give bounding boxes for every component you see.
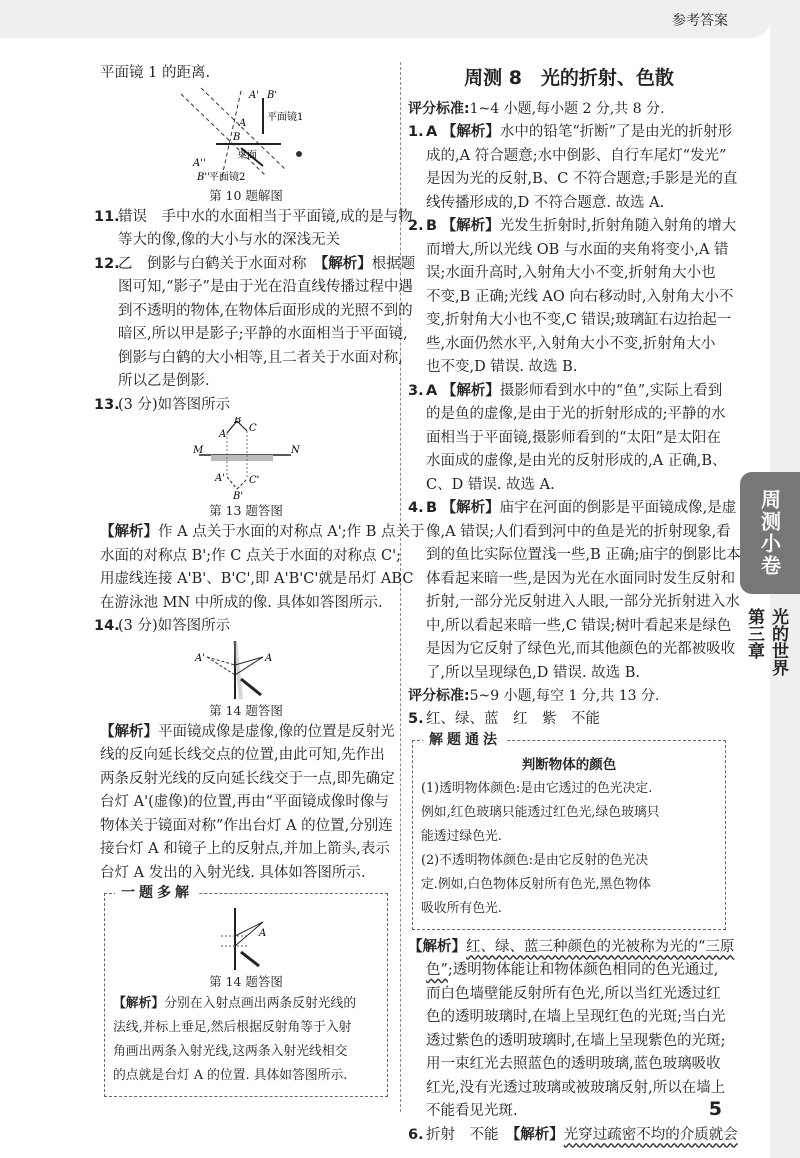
right-column <box>408 62 741 1147</box>
fig14alt-label: A <box>259 928 267 939</box>
q12-line: 倒影与白鹤的大小相等,且二者关于水面对称, <box>118 349 403 366</box>
box-line-text: 分别在入射点画出两条反射光线的 <box>164 996 357 1011</box>
scoring-label: 评分标准: <box>408 688 470 704</box>
method-line: 能透过绿色光. <box>421 828 502 844</box>
q-line: 折射,一部分光反射进入人眼,一部分光折射进入水 <box>426 594 740 610</box>
fig14-virtual-ray-2 <box>207 657 235 675</box>
q-line: 面相当于平面镜,摄影师看到的“太阳”是太阳在 <box>426 429 721 446</box>
figure-14-alt <box>201 906 291 972</box>
q12-explain-tag: 【解析】 <box>321 255 372 272</box>
explain-tag: 【解析】 <box>441 382 500 399</box>
q14-line: 线的反向延长线交点的位置,由此可知,先作出 <box>100 747 385 763</box>
q12 <box>94 253 416 277</box>
method-title: 判断物体的颜色 <box>521 756 617 773</box>
q-line: 而增大,所以光线 OB 与水面的夹角将变小,A 错 <box>426 241 729 258</box>
q-line: 也不变,D 错误. 故选 B. <box>426 359 578 375</box>
method-line: (1)透明物体颜色:是由它透过的色光决定. <box>421 780 653 796</box>
fig14-virtual-ray-1 <box>207 657 235 665</box>
fig14-ray-1 <box>235 657 263 665</box>
q-line: 不变,B 正确;光线 AO 向右移动时,入射角大小不 <box>426 288 734 305</box>
fig13-label: C' <box>249 475 260 486</box>
q12-line: 图可知,“影子”是由于光在沿直线传播过程中遇 <box>118 279 413 295</box>
q5-explain <box>408 936 735 960</box>
fig14-caption: 第 14 题答图 <box>209 702 283 718</box>
explain-tag: 【解析】 <box>441 124 500 140</box>
q6-answer: 折射 不能 <box>426 1126 513 1143</box>
q5-line-text: ;透明物体能让和物体颜色相同的色光通过, <box>447 962 719 978</box>
multi-solution-tag: 一题多解 <box>115 882 199 902</box>
explain-tag: 【解析】 <box>513 1126 564 1143</box>
fig13-caption: 第 13 题答图 <box>209 503 283 518</box>
q-number: 4. <box>408 500 424 516</box>
multi-solution-box <box>104 885 388 1097</box>
r-q1 <box>408 121 733 145</box>
q11-number: 11. <box>94 208 120 225</box>
explain-tag: 【解析】 <box>408 938 466 955</box>
fig13-label: M <box>193 445 204 456</box>
q-line: 体看起来暗一些,是因为光在水面同时发生反射和 <box>426 570 736 587</box>
q14-line: 两条反射光线的反向延长线交于一点,即先确定 <box>100 770 395 787</box>
r-q6 <box>408 1124 738 1148</box>
figure-14 <box>191 639 301 701</box>
r-q3 <box>408 380 730 404</box>
q14 <box>94 615 392 639</box>
q6-key-point: 光穿过疏密不均的介质就会 <box>563 1126 738 1143</box>
fig10-caption: 第 10 题解图 <box>209 187 283 203</box>
box-line-text: 法线,并标上垂足,然后根据反射角等于入射 <box>113 1020 352 1035</box>
fig13-label: B <box>234 417 242 426</box>
q13-text: (3 分)如答图所示 <box>118 396 231 413</box>
q14-text: (3 分)如答图所示 <box>118 618 231 634</box>
q13-number: 13. <box>94 396 120 413</box>
q-line: 像,A 错误;人们看到河中的鱼是光的折射现象,看 <box>426 523 731 540</box>
explain-tag: 【解析】 <box>441 500 500 516</box>
scoring-label: 评分标准: <box>408 101 470 117</box>
q14-line: 物体关于镜面对称”作出台灯 A 的位置,分别连 <box>100 817 393 834</box>
q13-line: 水面的对称点 B';作 C 点关于水面的对称点 C'; <box>100 547 402 564</box>
method-line: (2)不透明物体颜色:是由它反射的色光决 <box>421 852 649 868</box>
q-answer: B <box>426 500 438 516</box>
q12-line: 根据题 <box>371 255 416 272</box>
q5-key-point: 红、绿、蓝三种颜色的光被称为光的“三原 <box>466 938 735 955</box>
q5-line <box>408 959 730 983</box>
page-number: 5 <box>708 1098 722 1120</box>
q-line: 中,所以看起来暗一些,C 错误;树叶看起来是绿色 <box>426 617 732 634</box>
method-box <box>412 731 726 930</box>
q-line: 水中的铅笔“折断”了是由光的折射形 <box>499 124 733 140</box>
q14-explain-tag: 【解析】 <box>100 723 158 740</box>
fig13-label: C <box>249 423 257 434</box>
intro-text: 平面镜 1 的距离. <box>100 65 211 81</box>
fig13-label: B' <box>233 491 244 501</box>
q-number: 2. <box>408 218 424 234</box>
q5-line-text: 不能看见光斑. <box>426 1103 518 1119</box>
fig10-label: A' <box>249 89 259 101</box>
fig13-label: A <box>219 429 227 440</box>
q-number: 3. <box>408 382 424 399</box>
q-answer: B <box>426 218 438 234</box>
fig10-label: B' <box>267 89 278 101</box>
fig10-label: 桌面 <box>237 149 257 161</box>
header-label: 参考答案 <box>672 13 728 29</box>
side-chapter <box>744 608 788 676</box>
q-line: 水面成的虚像,是由光的反射形成的,A 正确,B、 <box>426 453 727 469</box>
q-number: 5. <box>408 711 424 727</box>
box-line <box>113 992 379 1016</box>
r-q2 <box>408 215 737 239</box>
q-number: 6. <box>408 1126 424 1143</box>
q12-line: 到不透明的物体,在物体后面形成的光照不到的 <box>118 302 413 319</box>
fig13-label: N <box>291 445 300 456</box>
fig13-label: A' <box>215 473 225 484</box>
q5-line-text: 透过紫色的透明玻璃时,在墙上呈现紫色的光斑; <box>426 1032 726 1049</box>
box-line-text: 的点就是台灯 A 的位置. 具体如答图所示. <box>113 1068 348 1083</box>
figure-10 <box>171 86 321 186</box>
fig10-eye-icon <box>296 151 302 157</box>
scoring-text: 5~9 小题,每空 1 分,共 13 分. <box>469 688 660 704</box>
q13 <box>94 394 392 418</box>
q5-answer: 红、绿、蓝 红 紫 不能 <box>426 711 600 727</box>
method-tag: 解题通法 <box>423 729 507 749</box>
q-number: 1. <box>408 124 424 140</box>
q-line: C、D 错误. 故选 A. <box>426 476 555 493</box>
q-line: 摄影师看到水中的“鱼”,实际上看到 <box>499 382 723 399</box>
fig13-b1c1 <box>237 479 247 489</box>
q14-line: 台灯 A'(虚像)的位置,再由“平面镜成像时像与 <box>100 794 389 810</box>
chapter-title: 光的世界 <box>768 608 788 676</box>
q-line: 光发生折射时,折射角随入射角的增大 <box>499 218 737 234</box>
r-q4 <box>408 497 737 521</box>
side-tab[interactable] <box>740 472 800 594</box>
q11 <box>94 206 413 230</box>
q5-key-point: 色” <box>426 962 448 978</box>
section-title: 周测 8 光的折射、色散 <box>464 67 674 89</box>
q13-line: 用虚线连接 A'B'、B'C',即 A'B'C'就是吊灯 ABC <box>100 571 414 587</box>
explain-tag: 【解析】 <box>441 218 500 234</box>
q-line: 成的,A 符合题意;水中倒影、自行车尾灯“发光” <box>426 147 727 164</box>
q-answer: A <box>426 124 438 140</box>
fig13-pool <box>211 455 273 461</box>
fig14alt-caption: 第 14 题答图 <box>209 974 283 989</box>
q5-line-text: 而白色墙壁能反射所有色光,所以当红光透过红 <box>426 985 721 1002</box>
q-line: 是因为它反射了绿色光,而其他颜色的光都被吸收 <box>426 641 736 657</box>
q11-line: 等大的像,像的大小与水的深浅无关 <box>118 232 341 248</box>
method-line: 吸收所有色光. <box>421 900 502 916</box>
fig10-label: 平面镜2 <box>209 171 246 183</box>
q-line: 线传播形成的,D 不符合题意. 故选 A. <box>426 194 665 211</box>
fig10-label: B'' <box>197 171 210 183</box>
q-line: 些,水面仍然水平,入射角大小不变,折射角大小 <box>426 335 716 352</box>
method-line: 定.例如,白色物体反射所有色光,黑色物体 <box>421 876 651 892</box>
q13-explain <box>100 521 425 545</box>
fig14-lamp-icon <box>241 679 261 695</box>
box-explain-tag: 【解析】 <box>113 996 165 1011</box>
q11-line: 错误 手中水的水面相当于平面镜,成的是与物 <box>118 208 413 225</box>
q-line: 的是鱼的虚像,是由于光的折射形成的;平静的水 <box>426 406 726 422</box>
fig14alt-lamp-icon <box>241 952 259 966</box>
scoring-1 <box>408 98 730 121</box>
q-line: 到的鱼比实际位置浅一些,B 正确;庙宇的倒影比本 <box>426 547 741 563</box>
fig10-label: A <box>239 117 247 129</box>
q12-answer: 乙 倒影与白鹤关于水面对称 <box>118 255 321 272</box>
box-line-text: 角画出两条入射光线,这两条入射光线相交 <box>113 1044 348 1059</box>
fig14-label: A' <box>195 652 205 664</box>
scoring-text: 1~4 小题,每小题 2 分,共 8 分. <box>469 101 665 117</box>
side-tab-label: 周测小卷 <box>757 489 782 577</box>
q12-line: 所以乙是倒影. <box>118 373 210 389</box>
q5-line-text: 色的透明玻璃时,在墙上呈现红色的光斑;当白光 <box>426 1009 726 1025</box>
fig14-label: A <box>265 652 273 664</box>
chapter-number: 第三章 <box>744 608 764 659</box>
q14-line: 接台灯 A 和镜子上的反射点,并加上箭头,表示 <box>100 841 390 857</box>
q14-number: 14. <box>94 618 120 634</box>
q5-line-text: 用一束红光去照蓝色的透明玻璃,蓝色玻璃吸收 <box>426 1056 721 1072</box>
q12-number: 12. <box>94 255 120 272</box>
method-line: 例如,红色玻璃只能透过红色光,绿色玻璃只 <box>421 804 660 820</box>
header-bar <box>0 0 770 38</box>
q-answer: A <box>426 382 438 399</box>
q-line: 了,所以呈现绿色,D 错误. 故选 B. <box>426 664 641 681</box>
q-line: 庙宇在河面的倒影是平面镜成像,是虚 <box>499 500 737 516</box>
q13-line: 在游泳池 MN 中所成的像. 具体如答图所示. <box>100 594 383 611</box>
q13-line: 作 A 点关于水面的对称点 A';作 B 点关于 <box>158 524 425 540</box>
q13-explain-tag: 【解析】 <box>100 524 158 540</box>
fig10-label: A'' <box>193 157 206 169</box>
q-line: 误;水面升高时,入射角大小不变,折射角大小也 <box>426 265 716 281</box>
scoring-2 <box>408 685 730 708</box>
q14-explain <box>100 721 395 745</box>
fig10-label: B <box>233 131 241 143</box>
q-line: 是因为光的反射,B、C 不符合题意;手影是光的直 <box>426 171 738 187</box>
fig13-a1b1 <box>227 477 237 489</box>
q14-line: 平面镜成像是虚像,像的位置是反射光 <box>158 723 395 740</box>
q5-line-text: 红光,没有光透过玻璃或被玻璃反射,所以在墙上 <box>426 1079 726 1096</box>
figure-13 <box>191 417 301 501</box>
q12-line: 暗区,所以甲是影子;平静的水面相当于平面镜, <box>118 326 408 342</box>
q14-line: 台灯 A 发出的入射光线. 具体如答图所示. <box>100 864 366 881</box>
q-line: 变,折射角大小也不变,C 错误;玻璃缸右边抬起一 <box>426 312 732 328</box>
fig10-label: 平面镜1 <box>267 111 304 123</box>
left-column <box>94 62 425 1103</box>
